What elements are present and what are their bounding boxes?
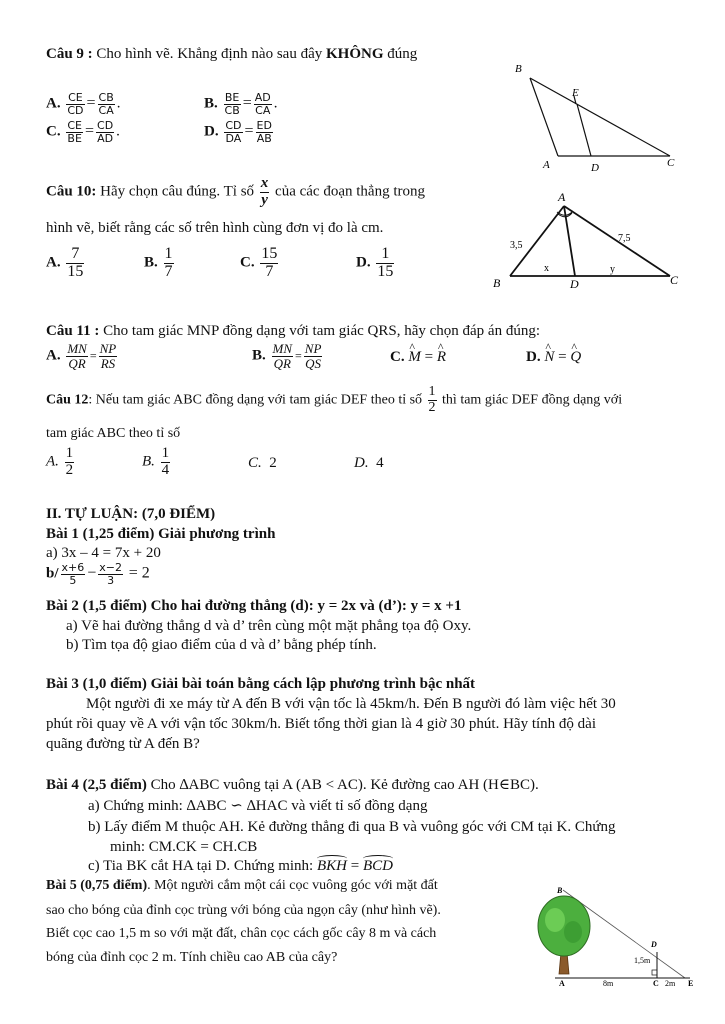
angle-m: ^ M [408,349,421,366]
point-label-a: A [559,979,565,988]
bai1-title: Bài 1 (1,25 điểm) Giải phương trình [46,526,276,542]
q12-option-a: A. $\frac{1}{2}$ [46,445,74,478]
point-label-b: B [515,63,522,75]
bai3-title: Bài 3 (1,0 điểm) Giải bài toán bằng cách lập phương trình bậc nhất [46,676,476,692]
q12-option-d: D. 4 [354,455,384,471]
bai5-title: Bài 5 (0,75 điểm). Một người cắm một cái cọc vuông góc với mặt đất [46,878,438,893]
angle-bcd: BCD [362,858,393,874]
q12-text: : Nếu tam giác ABC đồng dạng với tam giác DEF theo tỉ số [88,392,426,408]
fraction: $\frac{1}{15}$ [377,245,394,280]
fraction: $\frac{7}{15}$ [67,245,84,280]
q9-question [46,46,417,63]
q11-option-b: B. $\frac{MN}{QR}$ = $\frac{NP}{QS}$ [252,341,322,371]
q12-question [46,385,622,415]
fraction: $\frac{1}{4}$ [161,445,170,478]
angle-bkh: BKH [316,858,347,874]
fraction: $\frac{CB}{CA}$ [98,91,114,117]
bai4-b1: b) Lấy điểm M thuộc AH. Kẻ đường thẳng đi qua B và vuông góc với CM tại K. Chứng [88,819,616,835]
q10-option-d: D. $\frac{1}{15}$ [356,245,394,280]
option-letter: A. [46,95,61,112]
fraction: $\frac{x-2}{3}$ [99,561,123,587]
q10-option-b: B. $\frac{1}{7}$ [144,245,173,280]
angle-q: ^ Q [570,349,581,366]
q12-option-b: B. $\frac{1}{4}$ [142,445,170,478]
point-label-c: C [653,979,659,988]
fraction: $\frac{ED}{AB}$ [256,119,272,145]
point-label-a: A [543,159,550,171]
q9-option-c: C. $\frac{CE}{BE}$ = $\frac{CD}{AD}$ . [46,119,120,145]
point-label-c: C [670,273,679,287]
q9-label: Câu 9 : [46,46,93,62]
bai2-a: a) Vẽ hai đường thẳng d và d’ trên cùng một mặt phẳng tọa độ Oxy. [66,618,472,634]
bai3-line1: Một người đi xe máy từ A đến B với vận tốc là 45km/h. Đến B người đó làm việc hết 30 [86,696,616,712]
option-letter: C. [46,123,61,140]
fraction: $\frac{15}{7}$ [261,245,278,280]
segment-label-x: x [544,263,549,274]
bai1-a: a) 3x – 4 = 7x + 20 [46,545,161,561]
bai4-c: c) Tia BK cắt HA tại D. Chứng minh: BKH = BCD [88,858,393,874]
q11-label: Câu 11 : [46,323,100,339]
q9-text: Cho hình vẽ. Khẳng định nào sau đây [92,46,326,62]
point-label-e: E [688,979,694,988]
fraction: $\frac{MN}{QR}$ [272,341,293,371]
fraction: $\frac{x+6}{5}$ [61,561,85,587]
length-label-ac: 7,5 [618,233,631,244]
bai1-b: b/ $\frac{x+6}{5}$ − $\frac{x-2}{3}$ = 2 [46,561,150,587]
q9-emphasis: KHÔNG [325,46,384,62]
q10-option-c: C. $\frac{15}{7}$ [240,245,278,280]
point-label-d: D [591,162,599,174]
point-label-c: C [667,157,675,169]
fraction: $\frac{1}{7}$ [164,245,173,280]
q10-text-end: của các đoạn thẳng trong [271,183,425,200]
bai4-a: a) Chứng minh: ∆ABC ∽ ∆HAC và viết tỉ số đồng dạng [88,798,428,814]
q9-figure [505,58,690,176]
bai5-line3: Biết cọc cao 1,5 m so với mặt đất, chân cọc cách gốc cây 8 m và cách [46,926,437,941]
length-label-ab: 3,5 [510,240,523,251]
point-label-b: B [557,886,563,895]
q12-option-c: C. 2 [248,455,277,471]
q12-line2: tam giác ABC theo tỉ số [46,426,181,441]
bai2-title: Bài 2 (1,5 điểm) Cho hai đường thẳng (d): y = 2x và (d’): y = x +1 [46,598,462,614]
q11-option-a: A. $\frac{MN}{QR}$ = $\frac{NP}{RS}$ [46,341,117,371]
height-label: 1,5m [634,956,651,965]
bai5-line4: bóng của đỉnh cọc 2 m. Tính chiều cao AB của cây? [46,950,338,965]
equals-sign: = [86,94,96,112]
option-letter: B. [204,95,218,112]
bai3-line3: quãng đường từ A đến B? [46,736,200,752]
equals-sign: = [244,122,254,140]
q11-text: Cho tam giác MNP đồng dạng với tam giác QRS, hãy chọn đáp án đúng: [99,323,540,339]
distance-label-ac: 8m [603,979,614,988]
ratio-fraction: $\frac{x}{y}$ [260,175,269,208]
q10-text: Hãy chọn câu đúng. Tỉ số [96,183,258,200]
q10-figure [488,186,688,292]
point-label-e: E [572,87,579,99]
q9-option-d [204,120,275,144]
part2-title: II. TỰ LUẬN: (7,0 ĐIỂM) [46,506,216,522]
q10-option-a: A. $\frac{7}{15}$ [46,245,84,280]
q10-line2: hình vẽ, biết rằng các số trên hình cùng đơn vị đo là cm. [46,220,384,236]
distance-label-ce: 2m [665,979,676,988]
fraction: $\frac{CE}{BE}$ [67,119,82,145]
point-label-d: D [570,277,579,291]
equals-sign: = [84,122,95,140]
bai5-line2: sao cho bóng của đỉnh cọc trùng với bóng của ngọn cây (như hình vẽ). [46,903,441,918]
fraction: $\frac{CD}{AD}$ [97,119,114,145]
point-label-a: A [558,190,566,204]
fraction: $\frac{NP}{QS}$ [304,341,322,371]
q9-suffix: đúng [383,46,418,62]
q12-text-end: thì tam giác DEF đồng dạng với [438,392,623,408]
segment-label-y: y [610,264,615,275]
q10-label: Câu 10: [46,183,97,200]
equals-sign: = [242,94,252,112]
bai2-b: b) Tìm tọa độ giao điểm của d và d’ bằng phép tính. [66,637,377,653]
q9-option-b: B. $\frac{BE}{CB}$ = $\frac{AD}{CA}$ . [204,91,278,117]
ratio-fraction: $\frac{1}{2}$ [428,384,436,415]
bai5-figure [525,882,705,990]
fraction: $\frac{CE}{CD}$ [67,91,84,117]
fraction: $\frac{CD}{DA}$ [225,119,242,145]
point-label-d: D [651,940,657,949]
fraction: $\frac{BE}{CB}$ [224,91,240,117]
bai4-title: Bài 4 (2,5 điểm) Cho ∆ABC vuông tại A (AB < AC). Kẻ đường cao AH (H∈BC). [46,777,539,793]
angle-n: ^ N [544,349,554,366]
bai3-line2: phút rồi quay về A với vận tốc 30km/h. Biết tổng thời gian là 4 giờ 30 phút. Hãy tính độ dài [46,716,596,732]
fraction: $\frac{MN}{QR}$ [67,341,87,371]
q11-option-c: C. ^ M = ^ R [390,349,446,366]
q12-label: Câu 12 [46,392,89,408]
q11-option-d: D. ^ N = ^ Q [526,349,581,366]
q9-option-a: A. $\frac{CE}{CD}$ = $\frac{CB}{CA}$ . [46,91,121,117]
fraction: $\frac{NP}{RS}$ [99,341,117,371]
q11-question [46,323,540,340]
fraction: $\frac{1}{2}$ [65,445,74,478]
option-letter: D. [204,123,219,140]
angle-r: ^ R [437,349,446,366]
q10-question [46,176,425,209]
point-label-b: B [493,276,501,290]
fraction: $\frac{AD}{CA}$ [254,91,271,117]
bai4-b2: minh: CM.CK = CH.CB [110,839,258,855]
